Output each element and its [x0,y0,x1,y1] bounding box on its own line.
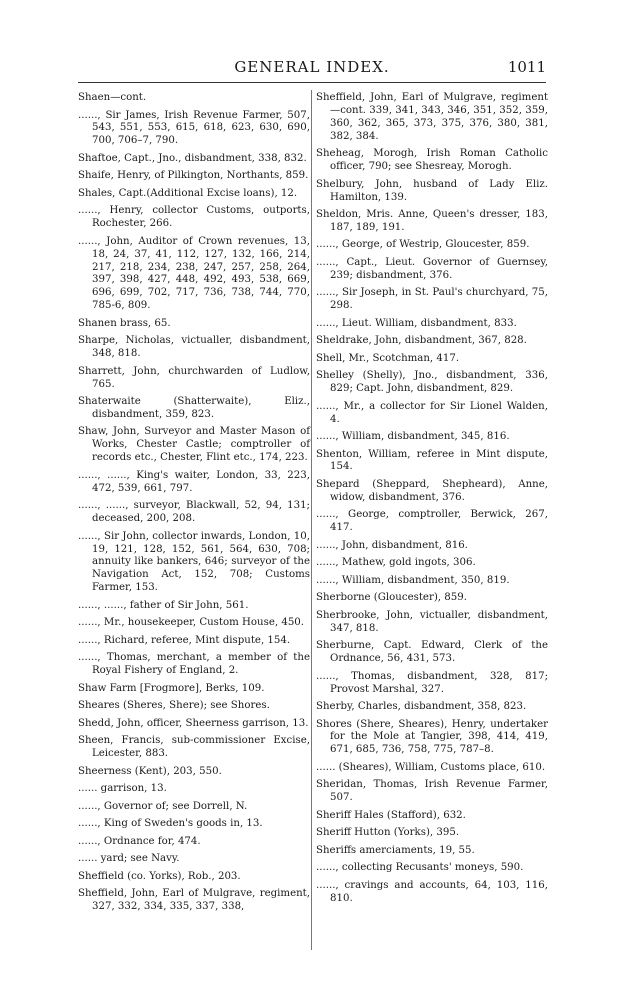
index-entry: ......, Mr., housekeeper, Custom House, 450. [78,617,305,629]
index-entry: Shaftoe, Capt., Jno., disbandment, 338, 832. [78,152,307,164]
index-entry: Sheridan, Thomas, Irish Revenue Farmer, 507. [316,779,548,804]
index-entry: ......, Henry, collector Customs, outports, Rochester, 266. [78,205,310,230]
index-entry: Sheerness (Kent), 203, 550. [78,765,222,777]
index-entry: ......, William, disbandment, 345, 816. [316,431,510,443]
index-entry: Shaife, Henry, of Pilkington, Northants, 859. [78,170,309,182]
index-entry: ......, Sir Joseph, in St. Paul's churchyard, 75, 298. [316,287,548,312]
index-entry: Sharpe, Nicholas, victualler, disbandment, 348, 818. [78,335,310,360]
index-entry: Sheffield, John, Earl of Mulgrave, regiment—cont. 339, 341, 343, 346, 351, 352, 359, 360, 362, 365, 373, 375, 376, 380, 381, 382, 384. [316,92,548,142]
index-entry: Sheffield (co. Yorks), Rob., 203. [78,870,241,882]
index-entry: Shores (Shere, Sheares), Henry, undertaker for the Mole at Tangier, 398, 414, 419, 671, 685, 736, 758, 775, 787–8. [316,718,548,756]
header-rule [78,82,546,83]
index-entry: Sheffield, John, Earl of Mulgrave, regiment, 327, 332, 334, 335, 337, 338, [78,888,310,912]
index-entry: ......, Mathew, gold ingots, 306. [316,557,476,569]
index-entry: ......, Mr., a collector for Sir Lionel Walden, 4. [316,400,548,425]
index-entry: Sherby, Charles, disbandment, 358, 823. [316,701,527,712]
index-entry: Shepard (Sheppard, Shepheard), Anne, widow, disbandment, 376. [316,478,548,503]
index-entry: ......, King of Sweden's goods in, 13. [78,818,263,830]
index-entry: Sheen, Francis, sub-commissioner Excise, Leicester, 883. [78,735,310,760]
index-entry: Shaen—cont. [78,92,147,103]
index-entry: Sherbrooke, John, victualler, disbandment, 347, 818. [316,609,548,634]
index-column-left [78,92,310,918]
page-title: GENERAL INDEX. [234,58,390,76]
index-entry: ......, John, Auditor of Crown revenues, 13, 18, 24, 37, 41, 112, 127, 132, 166, 214, 217, 218, 234, 238, 247, 257, 258, 264, 397, 398, 427, 448, 492, 493, 538, 669, 696, 699, 702, 717, 736, 738, 744, 770, 785-6, 809. [78,235,310,312]
page-header [78,58,546,80]
index-entry: Sheldon, Mris. Anne, Queen's dresser, 183, 187, 189, 191. [316,209,548,233]
index-entry: Sheldrake, John, disbandment, 367, 828. [316,335,527,347]
index-entry: ......, Thomas, disbandment, 328, 817; Provost Marshal, 327. [316,670,548,695]
index-entry: Shales, Capt.(Additional Excise loans), 12. [78,187,298,199]
index-entry: ......, Sir James, Irish Revenue Farmer, 507, 543, 551, 553, 615, 618, 623, 630, 690, 700, 706–7, 790. [78,109,310,147]
index-entry: Shaw Farm [Frogmore], Berks, 109. [78,682,265,694]
column-divider [311,90,312,950]
page-number: 1011 [507,58,546,76]
index-entry: ......, Ordnance for, 474. [78,835,201,847]
index-entry: Sherborne (Gloucester), 859. [316,592,467,604]
index-entry: Shaw, John, Surveyor and Master Mason of Works, Chester Castle; comptroller of records etc., Chester, Flint etc., 174, 223. [78,426,310,464]
index-entry: ......, George, comptroller, Berwick, 267, 417. [316,509,548,534]
index-entry: Shaterwaite (Shatterwaite), Eliz., disbandment, 359, 823. [78,396,310,420]
index-entry: Shelbury, John, husband of Lady Eliz. Hamilton, 139. [316,178,548,203]
index-entry: ......, cravings and accounts, 64, 103, 116, 810. [316,879,548,904]
index-entry: ......, ......, father of Sir John, 561. [78,599,249,611]
index-entry: ...... yard; see Navy. [78,853,180,865]
index-column-right [316,92,548,910]
index-entry: Sherburne, Capt. Edward, Clerk of the Ordnance, 56, 431, 573. [316,640,548,665]
index-entry: ......, John, disbandment, 816. [316,539,468,551]
index-entry: ......, ......, surveyor, Blackwall, 52, 94, 131; deceased, 200, 208. [78,500,310,525]
index-entry: ......, Richard, referee, Mint dispute, 154. [78,634,291,646]
index-entry: Sheheag, Morogh, Irish Roman Catholic officer, 790; see Shesreay, Morogh. [316,148,548,173]
index-entry: ......, Governor of; see Dorrell, N. [78,800,248,812]
index-entry: Shenton, William, referee in Mint dispute, 154. [316,448,548,473]
index-entry: ......, Capt., Lieut. Governor of Guernsey, 239; disbandment, 376. [316,256,548,281]
index-entry: Shell, Mr., Scotchman, 417. [316,352,460,364]
index-entry: ......, George, of Westrip, Gloucester, 859. [316,239,530,251]
index-entry: ......, collecting Recusants' moneys, 590. [316,862,524,874]
index-entry: ...... garrison, 13. [78,783,167,795]
index-entry: Sheriff Hales (Stafford), 632. [316,809,466,821]
index-entry: ......, ......, King's waiter, London, 33, 223, 472, 539, 661, 797. [78,469,310,494]
index-entry: Shanen brass, 65. [78,317,171,329]
index-entry: ......, William, disbandment, 350, 819. [316,574,510,586]
index-entry: ...... (Sheares), William, Customs place, 610. [316,761,546,773]
index-entry: Shedd, John, officer, Sheerness garrison, 13. [78,717,309,729]
index-entry: Sheriffs amerciaments, 19, 55. [316,844,475,856]
index-entry: Sharrett, John, churchwarden of Ludlow, 765. [78,365,310,390]
index-entry: ......, Thomas, merchant, a member of the Royal Fishery of England, 2. [78,652,310,677]
index-entry: Sheares (Sheres, Shere); see Shores. [78,700,270,712]
index-entry: Shelley (Shelly), Jno., disbandment, 336, 829; Capt. John, disbandment, 829. [316,370,548,395]
index-entry: ......, Sir John, collector inwards, London, 10, 19, 121, 128, 152, 561, 564, 630, 708; annuity like bankers, 646; surveyor of the Navigation Act, 152, 708; Customs Farmer, 153. [78,530,310,594]
index-entry: Sheriff Hutton (Yorks), 395. [316,827,460,839]
index-entry: ......, Lieut. William, disbandment, 833. [316,317,517,329]
